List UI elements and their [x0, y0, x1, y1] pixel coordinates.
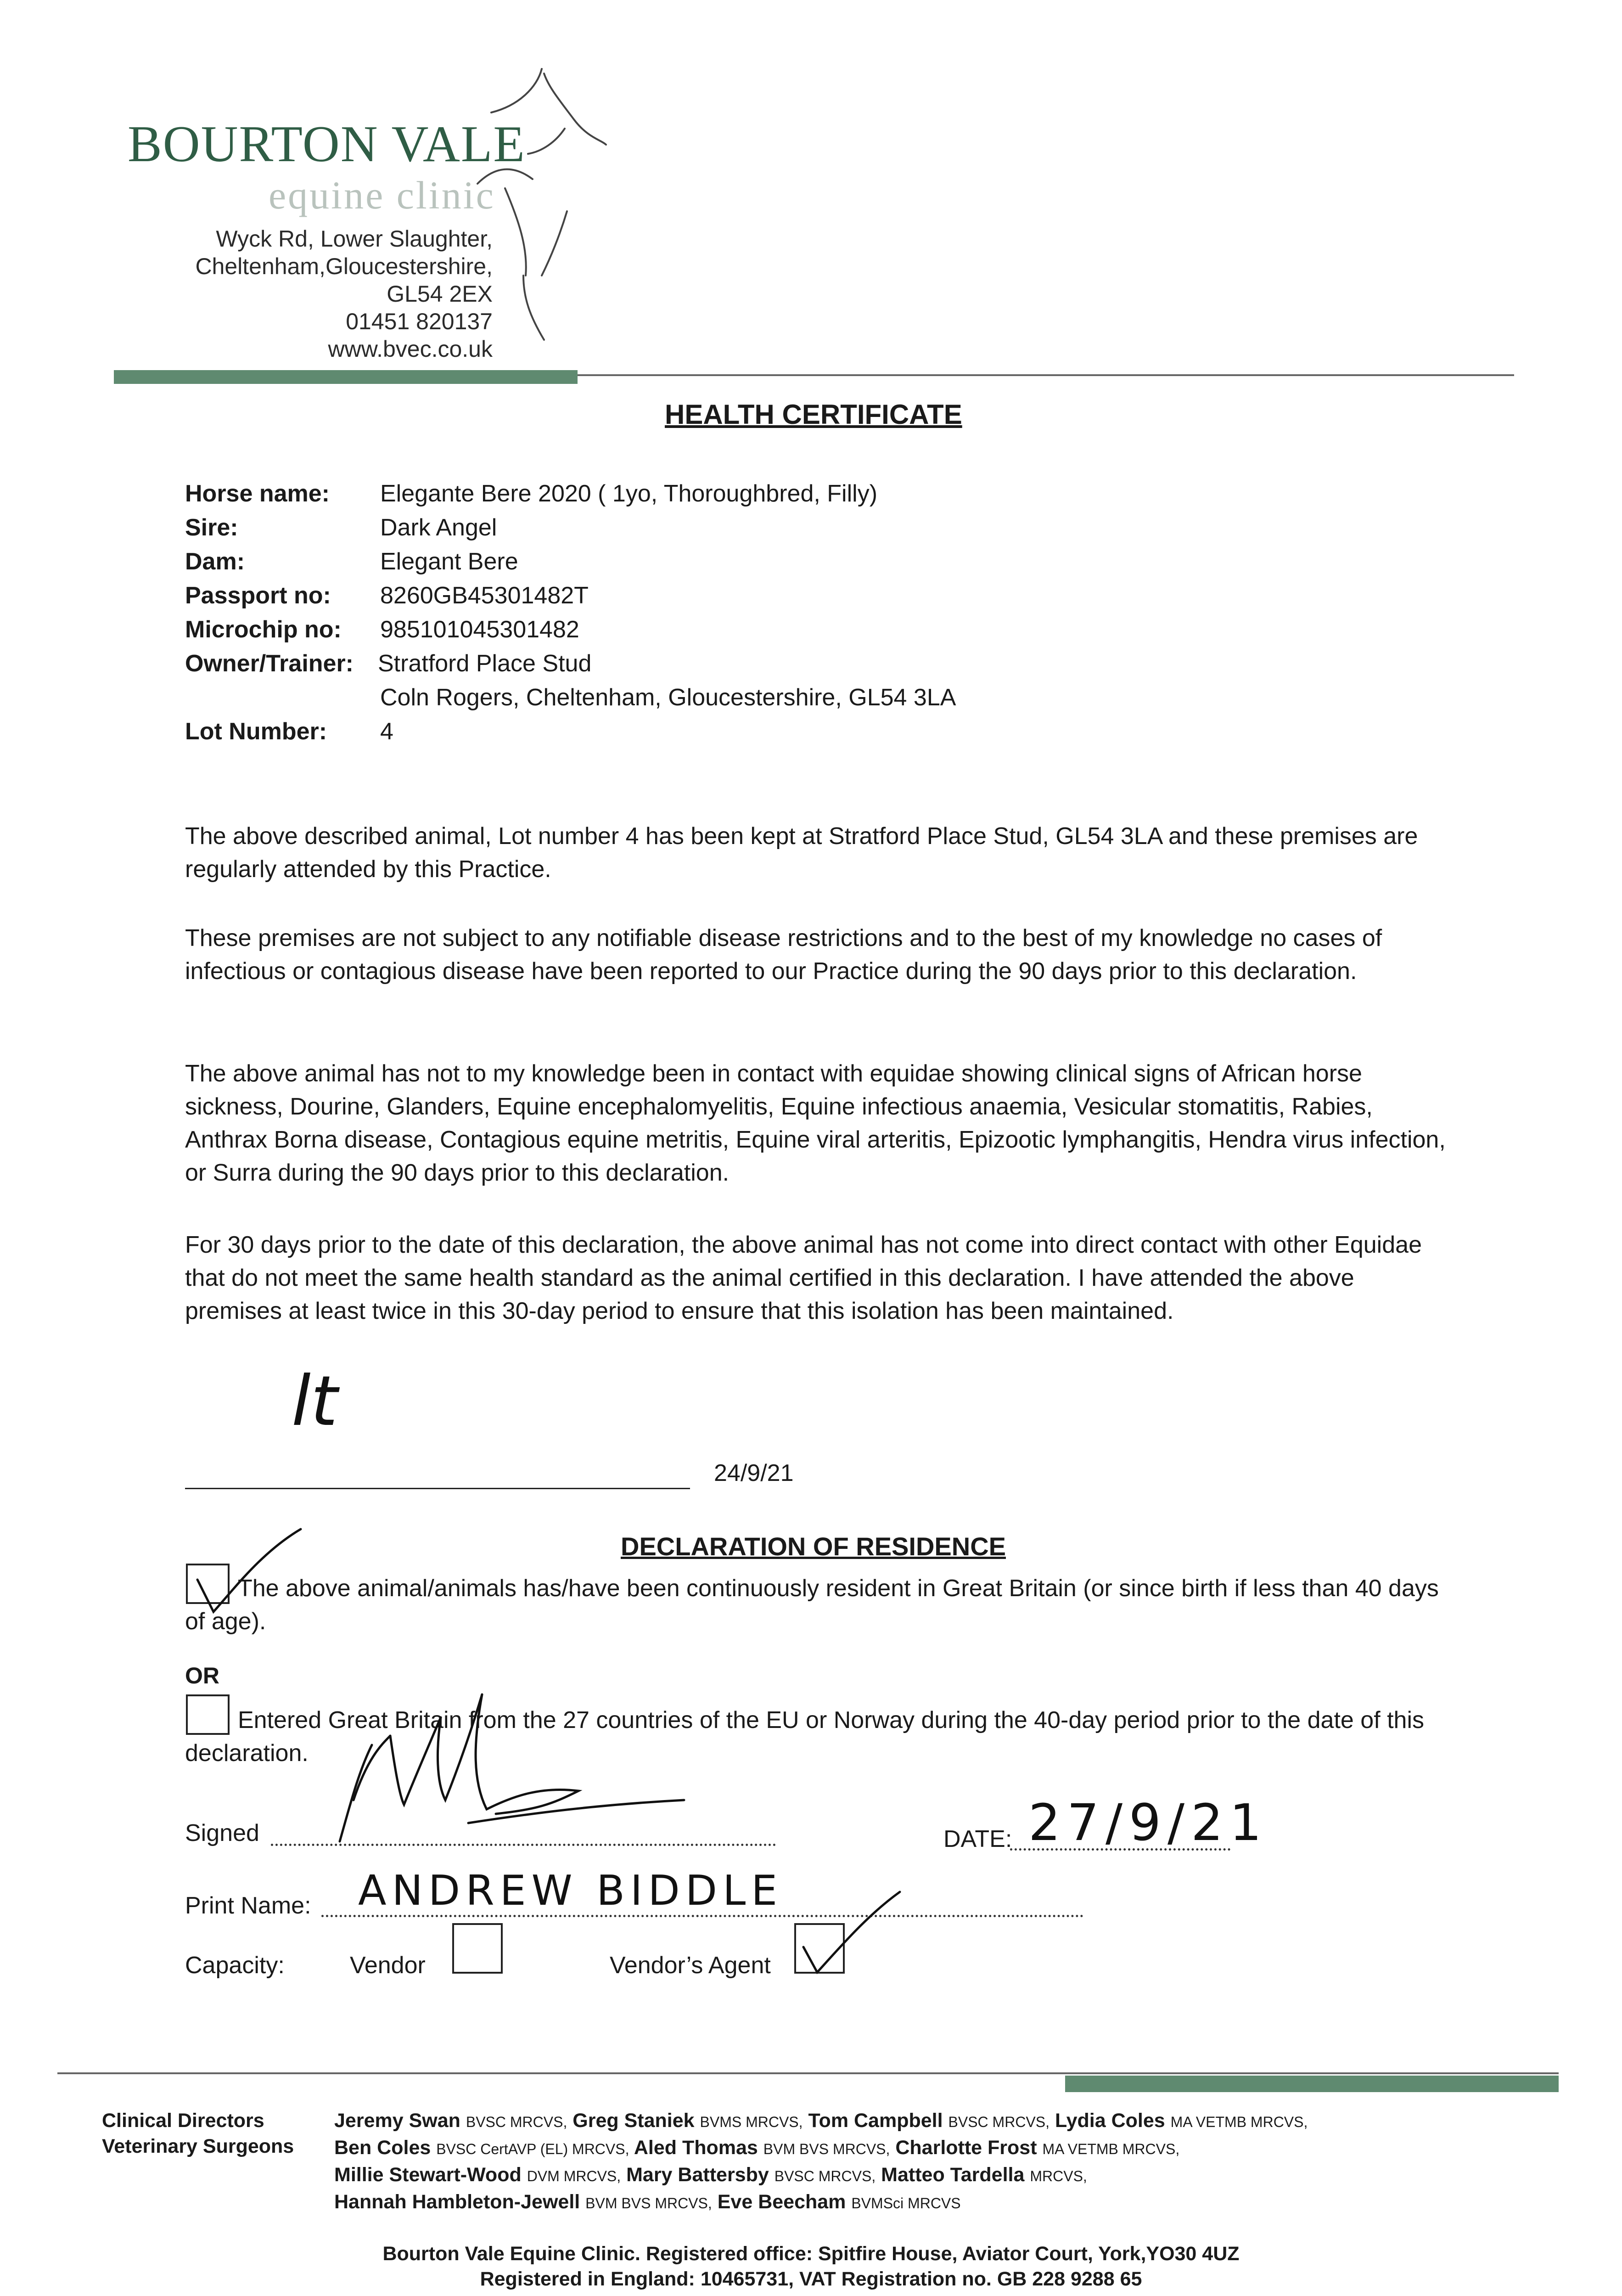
date-value: 27/9/21 [1028, 1793, 1268, 1852]
or-label: OR [185, 1663, 219, 1688]
staff-name: Tom Campbell [808, 2110, 943, 2132]
address-line-4: 01451 820137 [346, 309, 493, 334]
staff-name: Aled Thomas [634, 2137, 758, 2159]
field-owner: Owner/Trainer: Stratford Place Stud [185, 650, 592, 677]
date-label: DATE: [943, 1826, 1012, 1852]
declaration-title: DECLARATION OF RESIDENCE [621, 1532, 1006, 1561]
capacity-label: Capacity: [185, 1952, 285, 1979]
clinical-directors-label: Clinical Directors [102, 2110, 264, 2132]
staff-name: Millie Stewart-Wood [334, 2164, 522, 2186]
print-name-dotted-line [321, 1915, 1083, 1917]
vendor-agent-label: Vendor’s Agent [610, 1952, 771, 1979]
staff-line: Hannah Hambleton-Jewell BVM BVS MRCVS, Eve Beecham BVMSci MRCVS [334, 2191, 961, 2213]
staff-name: Lydia Coles [1055, 2110, 1165, 2132]
staff-name: Matteo Tardella [881, 2164, 1025, 2186]
vet-signature-line [185, 1488, 690, 1489]
print-name-value: ANDREW BIDDLE [358, 1867, 783, 1915]
staff-line: Jeremy Swan BVSC MRCVS, Greg Staniek BVMS MRCVS, Tom Campbell BVSC MRCVS, Lydia Coles MA VETMB MRCVS, [334, 2110, 1308, 2132]
signed-label: Signed [185, 1820, 259, 1846]
option-resident-text: The above animal/animals has/have been continuously resident in Great Britain (or since birth if less than 40 days of age). [185, 1575, 1439, 1635]
option-entered-text: Entered Great Britain from the 27 countries of the EU or Norway during the 40-day period prior to the date of this declaration. [185, 1707, 1425, 1767]
field-microchip: Microchip no: 985101045301482 [185, 616, 579, 643]
paragraph-4: For 30 days prior to the date of this declaration, the above animal has not come into direct contact with other Equidae that do not meet the same health standard as the animal certified in this declaration. I have attended the above premises at least twice in this 30-day period to ensure that this isolation has been maintained. [185, 1232, 1422, 1324]
header-rule-accent [114, 370, 578, 384]
address-line-5: www.bvec.co.uk [328, 336, 493, 362]
paragraph-3: The above animal has not to my knowledge been in contact with equidae showing clinical signs of African horse sickness, Dourine, Glanders, Equine encephalomyelitis, Equine infectious anaemia, Vesicular stomatitis, Rabies, Anthrax Borna disease, Contagious equine metritis, Equine viral arteritis, Epizootic lymphangitis, Hendra virus infection, or Surra during the 90 days prior to this declaration. [185, 1060, 1446, 1186]
vet-initials: lt [292, 1362, 338, 1441]
field-owner-address: Coln Rogers, Cheltenham, Gloucestershire, GL54 3LA [380, 684, 956, 711]
footer-rule-accent [1065, 2076, 1559, 2092]
page-title: HEALTH CERTIFICATE [665, 399, 962, 430]
address-line-2: Cheltenham,Gloucestershire, [195, 253, 493, 279]
address-line-1: Wyck Rd, Lower Slaughter, [216, 226, 493, 252]
staff-line: Millie Stewart-Wood DVM MRCVS, Mary Battersby BVSC MRCVS, Matteo Tardella MRCVS, [334, 2164, 1087, 2186]
vendor-label: Vendor [350, 1952, 426, 1979]
clinic-name: BOURTON VALE [128, 116, 526, 173]
paragraph-2: These premises are not subject to any notifiable disease restrictions and to the best of my knowledge no cases of infectious or contagious disease have been reported to our Practice during the 90 days prior to this declaration. [185, 925, 1382, 985]
staff-name: Greg Staniek [572, 2110, 695, 2132]
staff-list [334, 2108, 1574, 2216]
vendor-agent-checkmark [794, 1887, 904, 1979]
field-lot-number: Lot Number: 4 [185, 718, 393, 745]
vet-surgeons-label: Veterinary Surgeons [102, 2135, 294, 2157]
registration-info: Registered in England: 10465731, VAT Registration no. GB 228 9288 65 [480, 2268, 1142, 2290]
staff-name: Hannah Hambleton-Jewell [334, 2191, 580, 2213]
field-passport: Passport no: 8260GB45301482T [185, 582, 589, 609]
staff-name: Mary Battersby [626, 2164, 769, 2186]
print-name-label: Print Name: [185, 1892, 311, 1919]
staff-name: Charlotte Frost [895, 2137, 1037, 2159]
paragraph-1: The above described animal, Lot number 4 has been kept at Stratford Place Stud, GL54 3LA and these premises are regularly attended by this Practice. [185, 823, 1418, 883]
footer-rule [57, 2072, 1559, 2074]
vendor-checkbox[interactable] [452, 1923, 503, 1974]
staff-line: Ben Coles BVSC CertAVP (EL) MRCVS, Aled Thomas BVM BVS MRCVS, Charlotte Frost MA VETMB MRCVS, [334, 2137, 1180, 2159]
field-dam: Dam: Elegant Bere [185, 548, 518, 575]
horse-details [185, 480, 1287, 752]
registered-office: Bourton Vale Equine Clinic. Registered office: Spitfire House, Aviator Court, York,YO30 4UZ [382, 2243, 1240, 2265]
address-line-3: GL54 2EX [387, 281, 493, 307]
staff-name: Jeremy Swan [334, 2110, 460, 2132]
staff-name: Eve Beecham [717, 2191, 846, 2213]
clinic-address [79, 225, 493, 363]
vendor-signature [321, 1690, 698, 1855]
clinic-subtitle: equine clinic [269, 173, 495, 217]
staff-name: Ben Coles [334, 2137, 431, 2159]
field-sire: Sire: Dark Angel [185, 514, 497, 541]
vet-signature-date: 24/9/21 [714, 1460, 794, 1486]
field-horse-name: Horse name: Elegante Bere 2020 ( 1yo, Thoroughbred, Filly) [185, 480, 878, 507]
